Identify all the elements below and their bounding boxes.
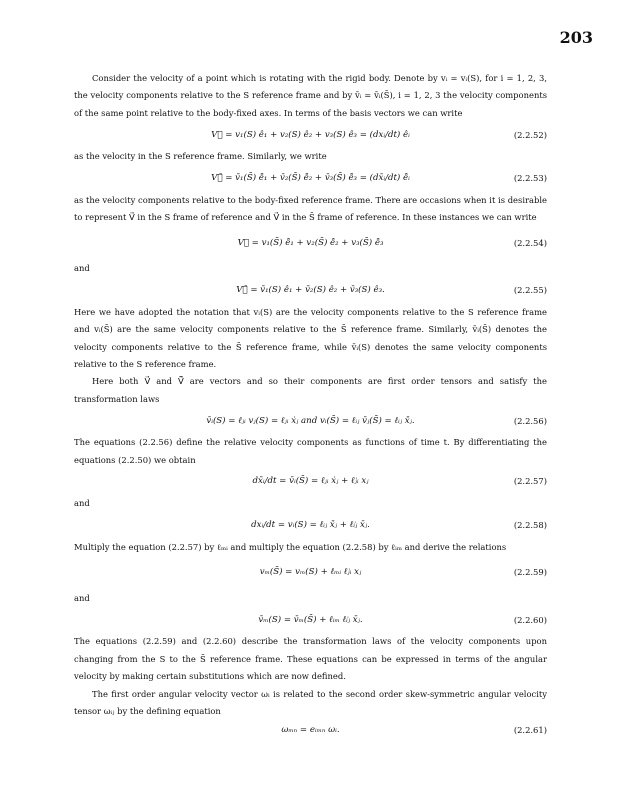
equation — [74, 410, 547, 432]
paragraph: and — [74, 498, 90, 509]
paragraph: The equations (2.2.56) define the relative velocity components as functions of time t. By differentiating the equations (2.2.50) we obtain — [74, 437, 547, 465]
equation-body: v̄ₘ(S) = v̄ₘ(S̄) + ℓᵢₘ ℓ̇ᵢⱼ x̄ⱼ. — [258, 614, 363, 625]
equation-number: (2.2.61) — [513, 724, 547, 735]
paragraph: Here we have adopted the notation that vᵢ(S) are the velocity components relative to the S reference frame and vᵢ(S̄) are the same velocity components relative to the S̄ reference frame. Similarly, v̄ᵢ(S̄) denotes the velocity components relative to the S̄ reference frame, while v̄ᵢ(S) denotes the same velocity components relative to the S reference frame. — [74, 306, 547, 370]
page-body — [74, 70, 547, 740]
equation-number: (2.2.52) — [513, 129, 547, 140]
equation — [74, 168, 547, 190]
equation-body: V⃗̄ = v̄₁(S) ê₁ + v̄₂(S) ê₂ + v̄₃(S) ê₃. — [236, 285, 385, 296]
equation — [74, 280, 547, 302]
paragraph: as the velocity components relative to the body-fixed reference frame. There are occasions when it is desirable to represent V⃗ in the S frame of reference and V⃗ in the S̄ frame of reference. In these instances we can write — [74, 194, 547, 223]
page-number: 203 — [559, 28, 593, 47]
equation-number: (2.2.54) — [513, 237, 547, 248]
paragraph: and — [74, 263, 90, 274]
equation-number: (2.2.58) — [513, 519, 547, 530]
paragraph: The equations (2.2.59) and (2.2.60) describe the transformation laws of the velocity components upon changing from the S to the S̄ reference frame. These equations can be expressed in terms of the angular velocity by making certain substitutions which are now defined. — [74, 636, 547, 682]
paragraph: Consider the velocity of a point which is rotating with the rigid body. Denote by vᵢ = vᵢ(S), for i = 1, 2, 3, the velocity components relative to the S reference frame and by v̄ᵢ = v̄ᵢ(S̄), i = 1, 2, 3 the velocity components of the same point relative to the body-fixed axes. In terms of the basis vectors we can write — [74, 73, 547, 118]
equation-body: vₘ(S̄) = vₘ(S) + ℓₘᵢ ℓ̇ⱼᵢ xⱼ — [259, 567, 362, 578]
paragraph: and — [74, 592, 90, 603]
paragraph: as the velocity in the S reference frame. Similarly, we write — [74, 151, 327, 162]
equation-number: (2.2.53) — [513, 172, 547, 183]
paragraph: Multiply the equation (2.2.57) by ℓₘᵢ and multiply the equation (2.2.58) by ℓᵢₘ and derive the relations — [74, 541, 507, 552]
equation-body: V⃗̄ = v̄₁(S̄) ê̄₁ + v̄₂(S̄) ê̄₂ + v̄₃(S̄) ê̄₃ = (dx̄ᵢ/dt) ê̄ᵢ — [211, 172, 410, 183]
equation-body: dx̄ᵢ/dt = v̄ᵢ(S̄) = ℓⱼᵢ ẋⱼ + ℓ̇ⱼᵢ xⱼ — [252, 476, 369, 487]
equation-body: V⃗ = v₁(S) ê₁ + v₂(S) ê₂ + v₃(S) ê₃ = (dxᵢ/dt) êᵢ — [211, 129, 410, 140]
paragraph: The first order angular velocity vector ωᵢ is related to the second order skew-symmetric angular velocity tensor ωᵢⱼ by the defining equation — [74, 688, 547, 716]
equation-body: v̄ᵢ(S) = ℓⱼᵢ vⱼ(S) = ℓⱼᵢ ẋⱼ and vᵢ(S̄) = ℓᵢⱼ v̄ⱼ(S̄) = ℓᵢⱼ x̄̇ⱼ. — [206, 415, 415, 426]
paragraph: Here both V⃗ and V⃗̄ are vectors and so their components are first order tensors and satisfy the transformation laws — [74, 376, 547, 404]
equation — [74, 124, 547, 146]
equation — [74, 609, 547, 631]
equation — [74, 471, 547, 493]
equation-body: V⃗ = v₁(S̄) ê̄₁ + v₂(S̄) ê̄₂ + v₃(S̄) ê̄₃ — [237, 237, 384, 248]
equation-number: (2.2.57) — [513, 476, 547, 487]
equation-number: (2.2.60) — [513, 614, 547, 625]
equation — [74, 722, 547, 738]
equation — [74, 558, 547, 588]
equation-number: (2.2.59) — [513, 567, 547, 578]
equation — [74, 228, 547, 258]
equation-body: ωₘₙ = eᵢₘₙ ωᵢ. — [281, 724, 340, 735]
equation-number: (2.2.55) — [513, 285, 547, 296]
equation-body: dxᵢ/dt = vᵢ(S) = ℓᵢⱼ x̄̇ⱼ + ℓ̇ᵢⱼ x̄ⱼ. — [251, 519, 370, 530]
equation-number: (2.2.56) — [513, 415, 547, 426]
equation — [74, 515, 547, 537]
